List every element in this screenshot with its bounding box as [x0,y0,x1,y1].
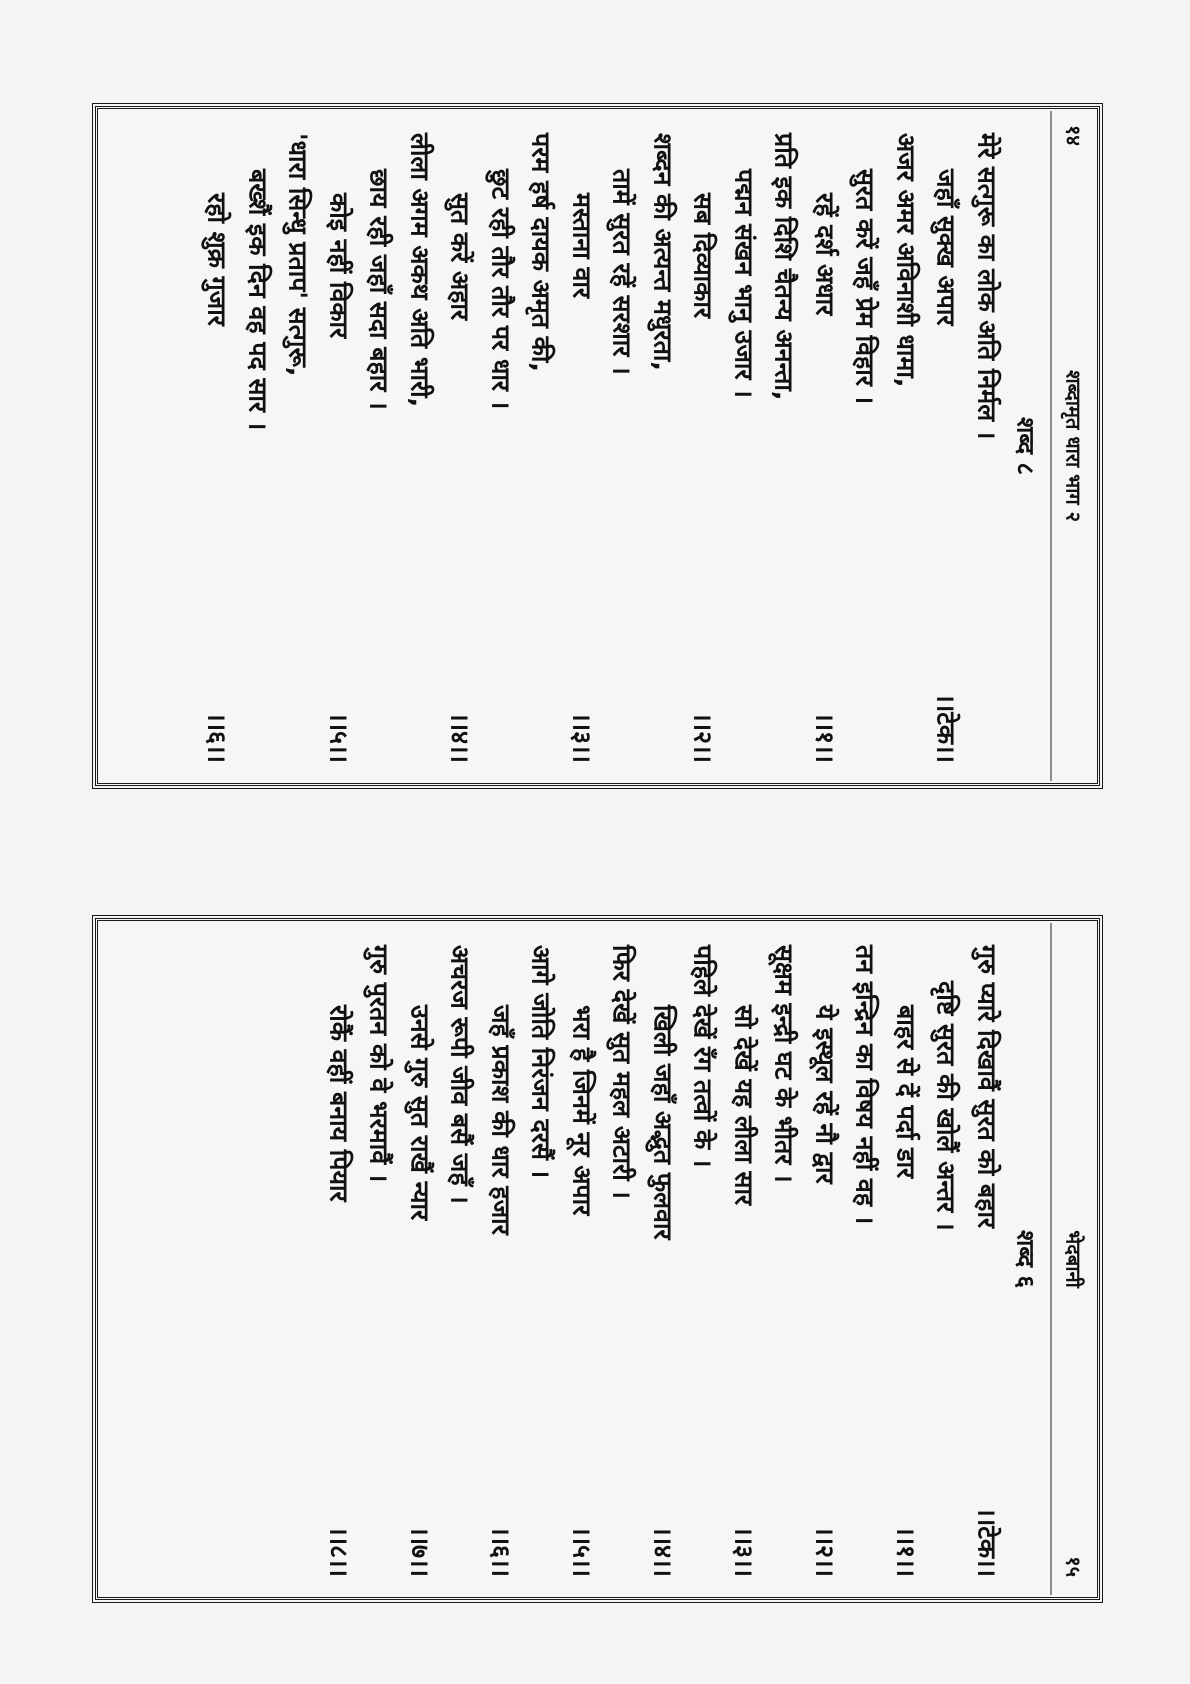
verse-text: सब दिव्याकार [688,193,718,319]
verse-line [561,133,602,763]
verse-number: ।।६।। [202,712,232,763]
verse-line [196,133,237,763]
verse-text: बख्शैं इक दिन वह पद सार । [243,169,272,431]
verse-line [844,133,885,763]
verse-text: भरा है जिनमें नूर अपार [567,1005,596,1216]
verse-number: ।।३।। [567,712,596,763]
verse-line [439,945,480,1577]
verse-number [237,753,278,763]
verse-list [196,111,1006,781]
verse-text: फिर देखें सुत महल अटारी । [607,945,637,1199]
verse-number [763,753,804,763]
rotated-page [100,111,1095,781]
verse-number [925,1567,966,1577]
verse-line [966,945,1007,1577]
shabd-heading: शब्द ८ [1011,417,1039,475]
verse-line [480,133,521,763]
verse-number: ।।२।। [810,1526,839,1577]
verse-text: रहें दर्श अधार [810,193,839,316]
verse-number: ।।५।। [324,712,353,763]
verse-line [318,133,359,763]
verse-number [723,753,764,763]
verse-line [642,133,683,763]
verse-number: ।।४।। [648,1526,677,1577]
verse-number: ।।१।। [891,1526,920,1577]
verse-text: सुत करें अहार [445,193,475,321]
verse-number [763,1567,804,1577]
verse-list [318,923,1007,1595]
verse-line [885,945,926,1577]
page-number: १५ [1061,1556,1085,1577]
verse-text: तामें सुरत रहें सरशार । [607,169,637,375]
verse-text: 'धारा सिन्धु प्रताप' सत्गुरू, [283,133,313,377]
verse-line [763,133,804,763]
verse-text: गुरु प्यारे दिखावैं सुरत को बहार [972,945,1001,1229]
verse-text: अजर अमर अविनाशी धामा, [891,133,920,388]
verse-line [682,945,723,1577]
verse-text: ये इस्थूल रहें नौ द्वार [810,1005,839,1184]
verse-text: मेरे सत्गुरू का लोक अति निर्मल । [972,133,1001,440]
rotated-page [100,923,1095,1595]
verse-text: सो देखें यह लीला सार [729,1005,758,1206]
verse-number [520,753,561,763]
verse-text: सुरत करें जहँ प्रेम विहार । [850,169,880,405]
verse-line [277,133,318,763]
verse-line [723,945,764,1577]
verse-text: पहिले देखें रँग तत्वों के । [688,945,718,1168]
verse-text: छुट रही तौर तौर पर धार । [486,169,515,410]
verse-line [399,945,440,1577]
verse-line [642,945,683,1577]
verse-line [520,945,561,1577]
verse-line [439,133,480,763]
verse-number [439,1567,480,1577]
verse-text: अचरज रूपी जीव बसैं जहँ । [445,945,475,1204]
verse-number: ।।५।। [567,1526,596,1577]
verse-text: आगे जोति निरंजन दरसैं । [526,945,556,1179]
verse-number [358,753,399,763]
verse-text: पद्मन संखन भानु उजार । [729,169,758,398]
verse-line [601,945,642,1577]
verse-text: शब्दन की अत्यन्त मधुरता, [648,133,677,371]
verse-text: सूक्षम इन्द्री घट के भीतर । [769,945,799,1183]
verse-text: लीला अगम अकथ अति भारी, [405,133,434,408]
verse-number: ।।२।। [688,712,718,763]
verse-number: ।।टेक।। [972,1507,1001,1577]
verse-text: रोकैं वहीं बनाय पियार [324,1005,353,1202]
verse-text: प्रति इक दिशि चैतन्य अनन्ता, [769,133,799,401]
verse-text: मस्ताना वार [567,193,596,299]
verse-line [723,133,764,763]
verse-line [358,945,399,1577]
verse-text: उनसे गुरु सुत राखैं न्यार [405,1005,434,1221]
verse-text: दृष्टि सुरत की खोलैं अन्तर । [931,981,961,1231]
verse-number [520,1567,561,1577]
verse-number [642,753,683,763]
running-title: भेदबानी [1061,1230,1085,1288]
verse-line [520,133,561,763]
verse-line [844,945,885,1577]
verse-number [844,1567,885,1577]
running-head [1050,923,1095,1595]
running-head [1050,111,1095,781]
verse-number [399,753,440,763]
verse-number [358,1567,399,1577]
verse-number [844,753,885,763]
verse-text: तन इन्द्रिन का विषय नहीं वह । [850,945,880,1225]
verse-line [561,945,602,1577]
verse-text: खिली जहाँ अद्भुत फुलवार [648,1005,677,1240]
verse-text: छाय रही जहाँ सदा बहार । [364,169,394,410]
verse-number: ।।७।। [405,1526,434,1577]
verse-number: ।।टेक।। [931,693,961,763]
verse-line [601,133,642,763]
page-number: १४ [1061,125,1085,146]
verse-number [601,1567,642,1577]
verse-number [277,753,318,763]
verse-line [318,945,359,1577]
verse-text: जहँ प्रकाश की धार हजार [486,1005,515,1235]
page-panel-14 [95,106,1100,786]
verse-text: रहो शुक्र गुजार [202,193,232,326]
verse-text: जहाँ सुक्ख अपार [931,169,961,326]
verse-line [399,133,440,763]
verse-text: गुरु पुरतन को वे भरमावैं । [364,945,394,1183]
verse-line [885,133,926,763]
verse-line [804,133,845,763]
verse-number: ।।६।। [486,1526,515,1577]
verse-number: ।।३।। [729,1526,758,1577]
verse-line [237,133,278,763]
verse-number [885,753,926,763]
verse-number [480,753,521,763]
verse-number: ।।८।। [324,1526,353,1577]
shabd-heading: शब्द ६ [1011,1230,1039,1288]
verse-line [966,133,1007,763]
verse-line [682,133,723,763]
verse-line [763,945,804,1577]
verse-line [925,945,966,1577]
running-title: शब्दामृत धारा भाग २ [1061,369,1085,523]
verse-line [804,945,845,1577]
verse-line [925,133,966,763]
verse-number [601,753,642,763]
verse-number: ।।१।। [810,712,839,763]
verse-text: बाहर से दें पर्दा डार [891,1005,920,1179]
verse-line [480,945,521,1577]
verse-number [966,753,1007,763]
verse-text: परम हर्ष दायक अमृत की, [526,133,556,372]
verse-number: ।।४।। [445,712,475,763]
verse-text: कोइ नहीं विकार [324,193,353,339]
verse-line [358,133,399,763]
page-panel-15 [95,918,1100,1600]
verse-number [682,1567,723,1577]
